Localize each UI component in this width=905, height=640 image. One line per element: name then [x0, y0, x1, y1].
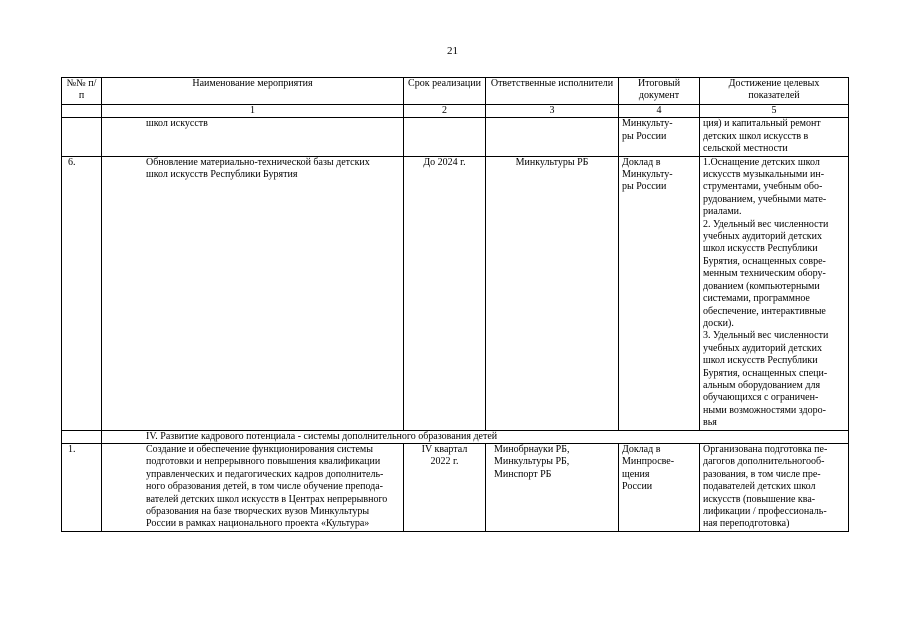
row6-num: 6.: [62, 156, 102, 430]
colnum-5: 5: [700, 105, 849, 118]
row6-result: 1.Оснащение детских школ искусств музыкальными ин- струментами, учебным обо- рудованием, учебными мате- риалами. 2. Удельный вес численности учебных аудиторий детских школ искусств Республики Бурятия, оснащенных совре- менным техническим обору- дованием (компьютерными системами, программное обеспечение, интерактивные доски). 3. Удельный вес численности учебных аудиторий детских школ искусств Республики Бурятия, оснащенных специ- альным оборудованием для обучающихся с ограничен- ными возможностями здоро- вья: [700, 156, 849, 430]
colnum-4: 4: [619, 105, 700, 118]
row6-document: Доклад в Минкульту- ры России: [619, 156, 700, 430]
measures-table: [61, 77, 849, 532]
cont-deadline: [404, 118, 486, 156]
continuation-row: [62, 118, 849, 156]
cont-name: школ искусств: [102, 118, 404, 156]
colnum-1: 1: [102, 105, 404, 118]
header-num: №№ п/п: [62, 78, 102, 105]
header-document: Итоговый документ: [619, 78, 700, 105]
header-name: Наименование мероприятия: [102, 78, 404, 105]
table-row: [62, 156, 849, 430]
colnum-2: 2: [404, 105, 486, 118]
row1-name: Создание и обеспечение функционирования системы подготовки и непрерывного повышения квалификации управленческих и педагогических кадров дополнитель- ного образования детей, в том числе обучение препода- вателей детских школ искусств в Центрах непрерывного образования на базе творческих вузов Минкультуры России в рамках национального проекта «Культура»: [102, 443, 404, 531]
row1-executors: Минобрнауки РБ, Минкультуры РБ, Минспорт РБ: [486, 443, 619, 531]
row1-deadline: IV квартал 2022 г.: [404, 443, 486, 531]
header-result: Достижение целевых показателей: [700, 78, 849, 105]
header-row: [62, 78, 849, 105]
colnum-3: 3: [486, 105, 619, 118]
cont-num: [62, 118, 102, 156]
row1-result: Организована подготовка пе- дагогов дополнительногооб- разования, в том числе пре- подавателей детских школ искусств (повышение ква- лификации / профессиональ- ная переподготовка): [700, 443, 849, 531]
cont-document: Минкульту- ры России: [619, 118, 700, 156]
row6-executors: Минкультуры РБ: [486, 156, 619, 430]
row6-name: Обновление материально-технической базы детских школ искусств Республики Бурятия: [102, 156, 404, 430]
row1-num: 1.: [62, 443, 102, 531]
section-row: [62, 430, 849, 443]
colnum-0: [62, 105, 102, 118]
header-executors: Ответственные исполнители: [486, 78, 619, 105]
cont-executors: [486, 118, 619, 156]
section-num: [62, 430, 102, 443]
column-number-row: [62, 105, 849, 118]
row1-document: Доклад в Минпросве- щения России: [619, 443, 700, 531]
table-row: [62, 443, 849, 531]
page-number: 21: [447, 45, 458, 57]
row6-deadline: До 2024 г.: [404, 156, 486, 430]
header-deadline: Срок реализации: [404, 78, 486, 105]
cont-result: ция) и капитальный ремонт детских школ искусств в сельской местности: [700, 118, 849, 156]
section-title: IV. Развитие кадрового потенциала - системы дополнительного образования детей: [102, 430, 849, 443]
